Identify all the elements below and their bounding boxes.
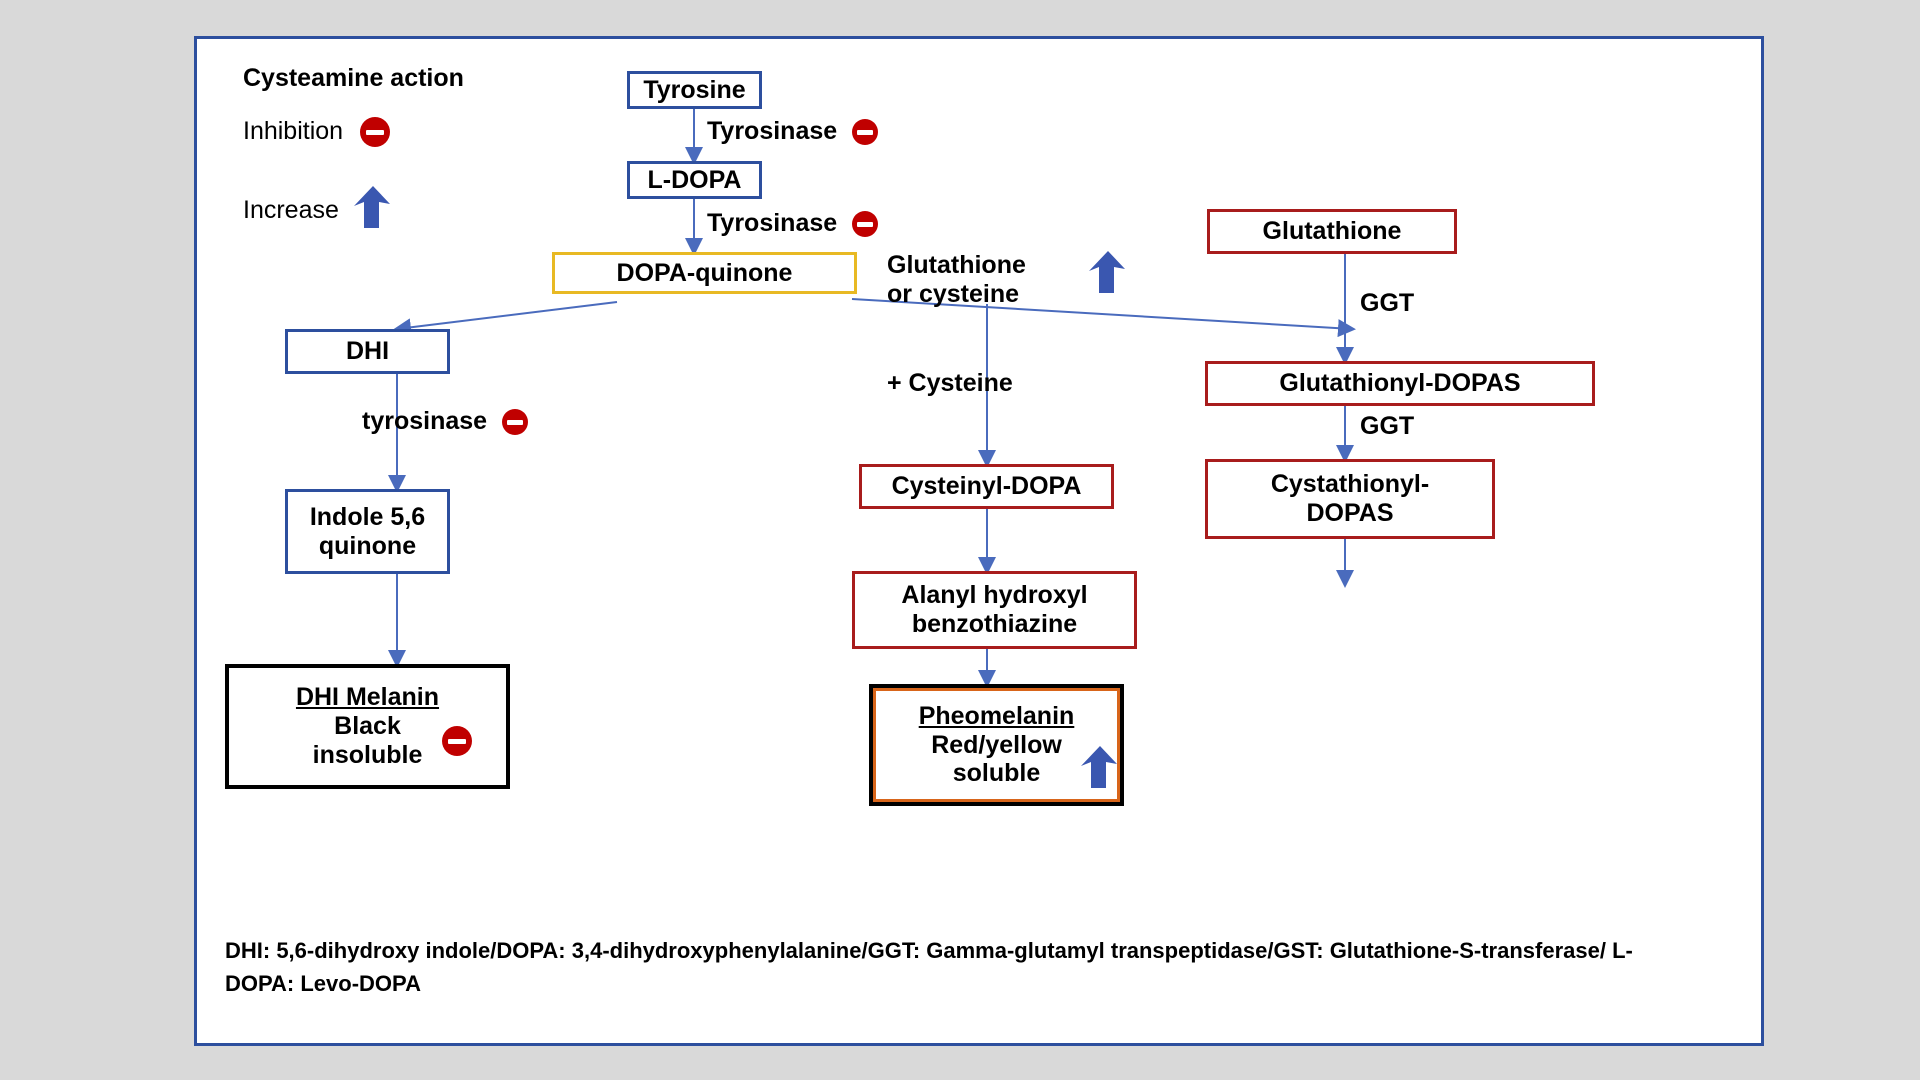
inhibition-minus-icon: [360, 117, 390, 147]
node-alanyl-line1: Alanyl hydroxyl: [901, 581, 1088, 610]
node-tyrosine[interactable]: [627, 71, 762, 109]
node-dhi-label: DHI: [345, 337, 390, 366]
node-cysteinyl-dopa[interactable]: [859, 464, 1114, 509]
node-dhi-melanin-line2: insoluble: [312, 740, 423, 769]
node-dhi-melanin-line1: Black: [334, 712, 401, 741]
increase-up-arrow-icon: [352, 184, 392, 230]
edge-label-ggt-1: GGT: [1360, 289, 1415, 317]
edge-label-glutathione-line1: Glutathione: [887, 251, 1026, 279]
node-alanyl-hydroxyl-benzothiazine[interactable]: [852, 571, 1137, 649]
node-indole-line2: quinone: [318, 531, 417, 560]
legend-item-increase: [243, 172, 386, 225]
node-dopa-quinone-label: DOPA-quinone: [616, 258, 793, 287]
node-dopa-quinone[interactable]: [552, 252, 857, 294]
node-l-dopa[interactable]: [627, 161, 762, 199]
legend-item-inhibition: [243, 117, 390, 147]
node-glutathione-label: Glutathione: [1262, 217, 1402, 246]
node-alanyl-line2: benzothiazine: [911, 610, 1078, 638]
legend-title: Cysteamine action: [243, 64, 464, 92]
edge-label-tyrosinase-1-text: Tyrosinase: [707, 117, 838, 145]
node-l-dopa-label: L-DOPA: [647, 165, 742, 194]
pathway-diagram: [194, 36, 1764, 1046]
node-dhi-melanin-title: DHI Melanin: [295, 683, 440, 712]
node-glutathionyl-dopas-label: Glutathionyl-DOPAS: [1279, 369, 1521, 398]
node-pheomelanin-line1: Red/yellow: [931, 730, 1062, 759]
node-indole-5-6-quinone[interactable]: [285, 489, 450, 574]
footnote-abbreviations: DHI: 5,6-dihydroxy indole/DOPA: 3,4-dihydroxyphenylalanine/GGT: Gamma-glutamyl transpeptidase/GST: Glutathione-S-transferase/ L-DOPA: Levo-DOPA: [225, 938, 1633, 996]
node-indole-line1: Indole 5,6: [309, 502, 426, 531]
edge-label-plus-cysteine: + Cysteine: [887, 369, 1013, 397]
node-cystathionyl-line2: DOPAS: [1306, 499, 1394, 527]
edge-label-tyrosinase-3-text: tyrosinase: [362, 407, 488, 435]
node-pheomelanin-line2: soluble: [952, 759, 1041, 788]
glutathione-increase-arrow-icon: [1087, 249, 1127, 295]
pheomelanin-increase-arrow-icon: [1079, 744, 1119, 790]
edge-label-tyrosinase-1: [707, 117, 878, 146]
edge-label-tyrosinase-2-text: Tyrosinase: [707, 209, 838, 237]
node-tyrosine-label: Tyrosine: [643, 75, 746, 104]
tyrosinase-3-inhibition-icon: [502, 409, 528, 435]
edge-label-glutathione-line2: or cysteine: [887, 279, 1020, 308]
node-cystathionyl-dopas[interactable]: [1205, 459, 1495, 539]
tyrosinase-2-inhibition-icon: [852, 211, 878, 237]
node-pheomelanin-title: Pheomelanin: [918, 701, 1075, 730]
edge-label-ggt-2: GGT: [1360, 412, 1415, 440]
node-dhi-melanin[interactable]: [225, 664, 510, 789]
legend-inhibition-label: Inhibition: [243, 117, 344, 145]
edge-label-tyrosinase-3: [362, 407, 528, 436]
tyrosinase-1-inhibition-icon: [852, 119, 878, 145]
node-glutathionyl-dopas[interactable]: [1205, 361, 1595, 406]
node-dhi[interactable]: [285, 329, 450, 374]
node-cystathionyl-line1: Cystathionyl-: [1270, 470, 1430, 499]
node-cysteinyl-dopa-label: Cysteinyl-DOPA: [891, 472, 1082, 501]
legend-increase-label: Increase: [243, 196, 339, 224]
edge-label-tyrosinase-2: [707, 209, 878, 238]
node-glutathione[interactable]: [1207, 209, 1457, 254]
edge-label-glutathione-or-cysteine: [887, 251, 1026, 309]
dhi-melanin-inhibition-icon: [442, 726, 472, 756]
